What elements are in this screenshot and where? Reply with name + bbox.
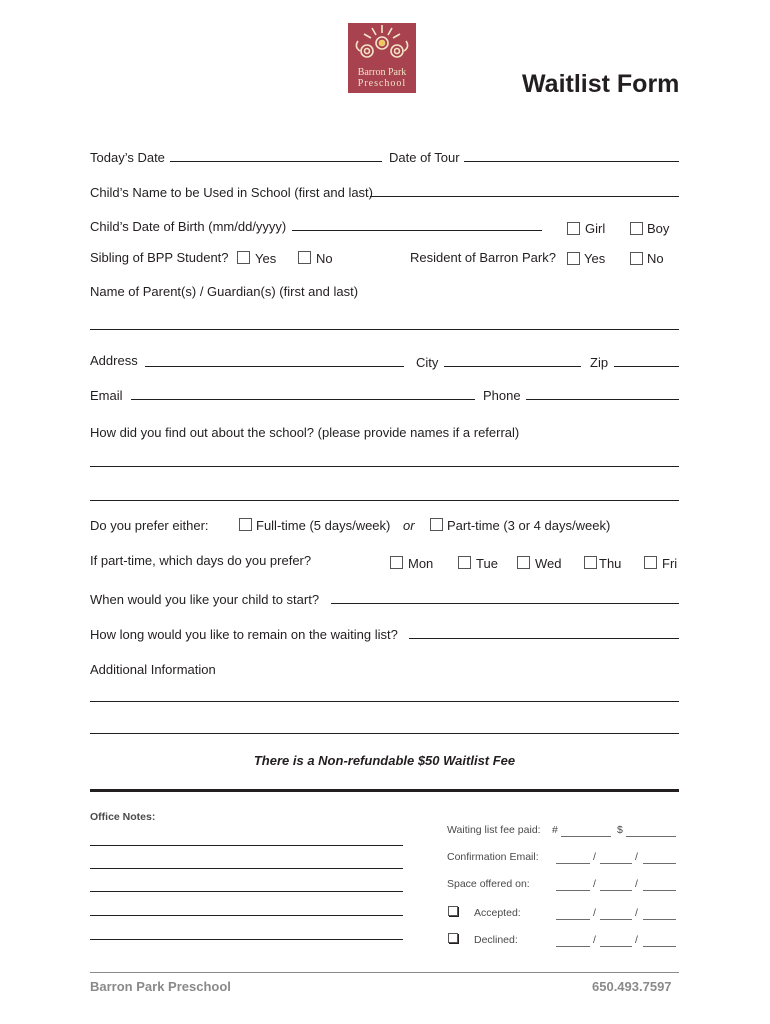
child-dob-field[interactable] [292,230,542,231]
sibling-yes-checkbox[interactable] [237,251,250,264]
confirmation-month-field[interactable] [556,863,590,864]
how-found-field-2[interactable] [90,500,679,501]
fee-paid-label: Waiting list fee paid: [447,824,541,836]
fee-number-field[interactable] [561,836,611,837]
resident-no-label: No [647,251,664,266]
logo-line-2: Preschool [357,78,407,89]
accepted-year-field[interactable] [643,919,676,920]
logo-line-1: Barron Park [357,67,407,78]
confirmation-year-field[interactable] [643,863,676,864]
additional-field-1[interactable] [90,701,679,702]
date-of-tour-field[interactable] [464,161,679,162]
phone-label: Phone [483,388,521,403]
declined-slash-2: / [635,934,638,946]
parents-field[interactable] [90,329,679,330]
date-of-tour-label: Date of Tour [389,150,460,165]
confirmation-slash-2: / [635,851,638,863]
address-label: Address [90,353,138,368]
email-field[interactable] [131,399,475,400]
fee-amount-field[interactable] [626,836,676,837]
fee-notice: There is a Non-refundable $50 Waitlist Fee [253,753,516,768]
office-notes-line-5[interactable] [90,939,403,940]
additional-field-2[interactable] [90,733,679,734]
zip-label: Zip [590,355,609,370]
sibling-label: Sibling of BPP Student? [90,250,229,265]
fee-hash-label: # [552,824,558,836]
todays-date-label: Today’s Date [90,150,165,165]
sibling-no-label: No [316,251,333,266]
mon-label: Mon [408,556,434,571]
todays-date-field[interactable] [170,161,382,162]
start-label: When would you like your child to start? [90,592,320,607]
declined-slash-1: / [593,934,596,946]
footer-phone: 650.493.7597 [592,979,672,994]
city-field[interactable] [444,366,581,367]
how-found-field-1[interactable] [90,466,679,467]
start-field[interactable] [331,603,679,604]
accepted-slash-2: / [635,907,638,919]
declined-month-field[interactable] [556,946,590,947]
accepted-label: Accepted: [474,907,521,919]
how-long-label: How long would you like to remain on the waiting list? [90,627,398,642]
girl-label: Girl [585,221,606,236]
thu-checkbox[interactable] [584,556,597,569]
city-label: City [416,355,439,370]
fri-label: Fri [662,556,678,571]
girl-checkbox[interactable] [567,222,580,235]
footer-divider [90,972,679,973]
office-notes-label: Office Notes: [90,811,156,823]
additional-label: Additional Information [90,662,216,677]
declined-label: Declined: [474,934,518,946]
fee-dollar-label: $ [617,824,623,836]
how-long-field[interactable] [409,638,679,639]
accepted-slash-1: / [593,907,596,919]
parents-label: Name of Parent(s) / Guardian(s) (first and last) [90,284,359,299]
boy-checkbox[interactable] [630,222,643,235]
mon-checkbox[interactable] [390,556,403,569]
resident-yes-checkbox[interactable] [567,252,580,265]
confirmation-slash-1: / [593,851,596,863]
sibling-yes-label: Yes [255,251,277,266]
accepted-checkbox[interactable] [448,906,458,916]
office-notes-line-4[interactable] [90,915,403,916]
declined-day-field[interactable] [600,946,632,947]
how-found-label: How did you find out about the school? (please provide names if a referral) [90,425,520,440]
resident-label: Resident of Barron Park? [410,250,556,265]
or-label: or [403,518,415,533]
space-offered-month-field[interactable] [556,890,590,891]
declined-year-field[interactable] [643,946,676,947]
resident-no-checkbox[interactable] [630,252,643,265]
space-offered-slash-2: / [635,878,638,890]
tue-checkbox[interactable] [458,556,471,569]
boy-label: Boy [647,221,670,236]
accepted-month-field[interactable] [556,919,590,920]
declined-checkbox[interactable] [448,933,458,943]
accepted-day-field[interactable] [600,919,632,920]
part-time-label: Part-time (3 or 4 days/week) [447,518,611,533]
wed-checkbox[interactable] [517,556,530,569]
space-offered-label: Space offered on: [447,878,530,890]
space-offered-year-field[interactable] [643,890,676,891]
resident-yes-label: Yes [584,251,606,266]
space-offered-slash-1: / [593,878,596,890]
tue-label: Tue [476,556,498,571]
child-dob-label: Child’s Date of Birth (mm/dd/yyyy) [90,219,287,234]
part-time-checkbox[interactable] [430,518,443,531]
address-field[interactable] [145,366,404,367]
footer-school-name: Barron Park Preschool [90,979,231,994]
full-time-label: Full-time (5 days/week) [256,518,391,533]
sibling-no-checkbox[interactable] [298,251,311,264]
confirmation-day-field[interactable] [600,863,632,864]
zip-field[interactable] [614,366,679,367]
fee-divider [90,789,679,792]
confirmation-label: Confirmation Email: [447,851,539,863]
child-name-label: Child’s Name to be Used in School (first and last) [90,185,373,200]
prefer-label: Do you prefer either: [90,518,209,533]
space-offered-day-field[interactable] [600,890,632,891]
office-notes-line-1[interactable] [90,845,403,846]
thu-label: Thu [599,556,622,571]
school-logo [348,23,416,93]
child-name-field[interactable] [370,196,679,197]
wed-label: Wed [535,556,562,571]
fri-checkbox[interactable] [644,556,657,569]
sun-swirl-icon [348,23,416,67]
office-notes-line-3[interactable] [90,891,403,892]
full-time-checkbox[interactable] [239,518,252,531]
phone-field[interactable] [526,399,679,400]
page-title: Waitlist Form [522,70,680,98]
which-days-label: If part-time, which days do you prefer? [90,553,312,568]
email-label: Email [90,388,123,403]
office-notes-line-2[interactable] [90,868,403,869]
